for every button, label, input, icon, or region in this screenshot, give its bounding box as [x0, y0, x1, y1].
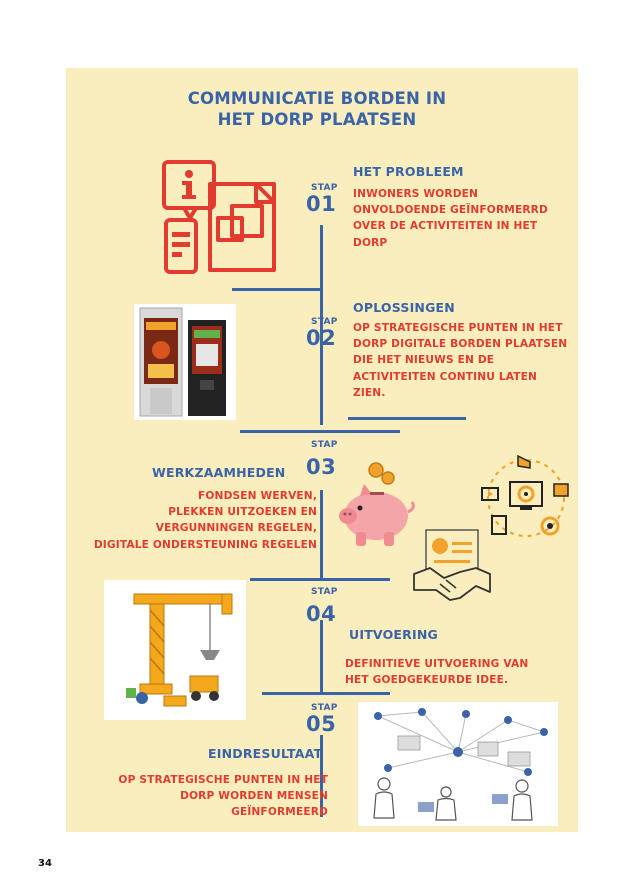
piggy-bank-icon	[338, 458, 418, 550]
network-people-sketch	[358, 702, 558, 826]
timeline-horizontal-2	[348, 417, 466, 420]
stap-number-01: 01	[306, 192, 337, 216]
step-heading-02: OPLOSSINGEN	[353, 300, 455, 315]
step-text-01: INWONERS WORDEN ONVOLDOENDE GEÏNFORMERRD OVER DE ACTIVITEITEN IN HET DORP	[353, 188, 548, 249]
stap-label-02: STAP	[311, 317, 338, 327]
timeline-horizontal-4	[250, 578, 390, 581]
stap-number-05: 05	[306, 712, 337, 736]
step-heading-01: HET PROBLEEM	[353, 164, 464, 179]
stap-number-02: 02	[306, 326, 337, 350]
stap-label-03: STAP	[311, 440, 338, 450]
step-heading-05: EINDRESULTAAT	[208, 746, 323, 761]
step-heading-03: WERKZAAMHEDEN	[152, 465, 286, 480]
step-text-02: OP STRATEGISCHE PUNTEN IN HET DORP DIGITALE BORDEN PLAATSEN DIE HET NIEUWS EN DE ACTIVITEITEN CONTINU LATEN ZIEN.	[353, 322, 568, 399]
handshake-contract-icon	[410, 528, 494, 608]
step-heading-04: UITVOERING	[349, 627, 438, 642]
title-line-2: HET DORP PLAATSEN	[217, 110, 417, 129]
page-number: 34	[38, 858, 52, 869]
timeline-horizontal-5	[262, 692, 390, 695]
step-text-05: OP STRATEGISCHE PUNTEN IN HET DORP WORDEN MENSEN GEÏNFORMEERD	[118, 774, 328, 819]
timeline-horizontal-3	[240, 430, 400, 433]
digital-kiosk-photo	[134, 304, 236, 420]
stap-label-04: STAP	[311, 587, 338, 597]
stap-label-05: STAP	[311, 703, 338, 713]
timeline-vertical-3	[320, 620, 323, 692]
toy-crane-photo	[104, 580, 246, 720]
timeline-vertical-2	[320, 490, 323, 580]
stap-number-04: 04	[306, 602, 337, 626]
step-text-04: DEFINITIEVE UITVOERING VAN HET GOEDGEKEURDE IDEE.	[345, 658, 529, 687]
title-line-1: COMMUNICATIE BORDEN IN	[187, 89, 447, 108]
stap-number-03: 03	[306, 455, 337, 479]
info-devices-icon	[160, 160, 278, 276]
stap-label-01: STAP	[311, 183, 338, 193]
timeline-horizontal-1	[232, 288, 320, 291]
step-text-03: FONDSEN WERVEN, PLEKKEN UITZOEKEN EN VERGUNNINGEN REGELEN, DIGITALE ONDERSTEUNING REGELEN	[93, 490, 317, 551]
